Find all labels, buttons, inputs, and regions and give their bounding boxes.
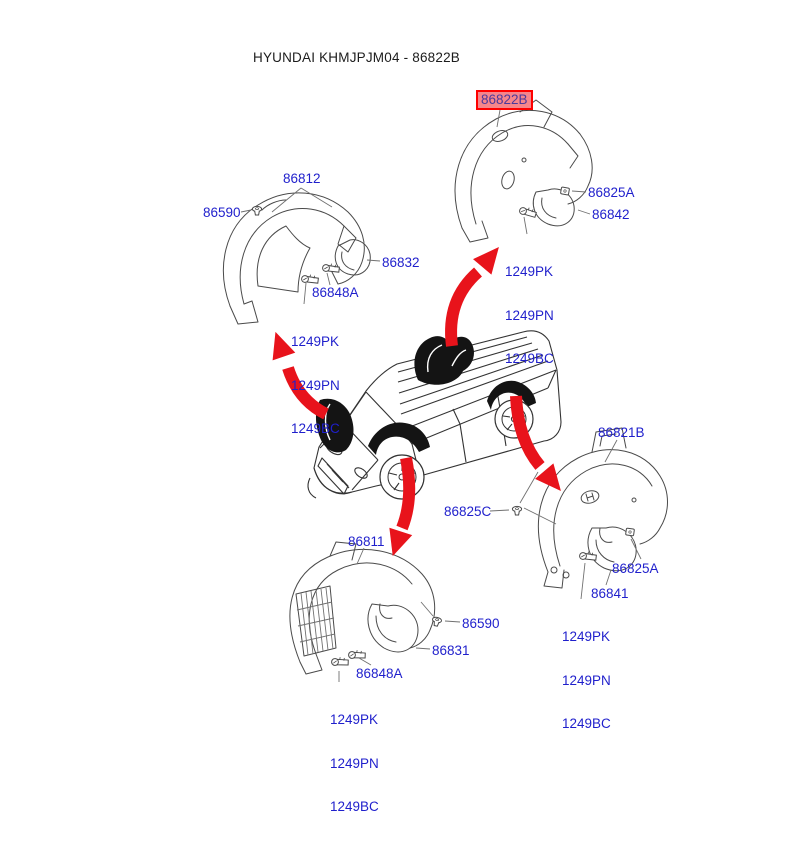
part-label-86590-bottom[interactable]: 86590	[462, 616, 500, 631]
part-label-86825a-top[interactable]: 86825A	[588, 185, 635, 200]
part-label-86842[interactable]: 86842	[592, 207, 630, 222]
clip-86825a-icon	[560, 187, 569, 195]
mudguard-86831-drawing	[368, 604, 418, 652]
part-label-86821b[interactable]: 86821B	[598, 425, 645, 440]
screw-1249-icon	[519, 204, 538, 222]
part-label-86831[interactable]: 86831	[432, 643, 470, 658]
clip-86590-icon	[252, 206, 261, 215]
diagram-title: HYUNDAI KHMJPJM04 - 86822B	[253, 50, 461, 65]
part-label-86848a-top[interactable]: 86848A	[312, 285, 359, 300]
part-label-86841[interactable]: 86841	[591, 586, 629, 601]
part-label-86825c[interactable]: 86825C	[444, 504, 492, 519]
mudguard-86832-drawing	[335, 240, 370, 275]
screw-1249-icon	[330, 652, 350, 672]
part-label-bolts-bottom-right[interactable]: 1249PK 1249PN 1249BC	[562, 629, 611, 731]
part-label-86848a-bottom[interactable]: 86848A	[356, 666, 403, 681]
screw-86848a-icon	[321, 259, 341, 278]
screw-86848a-icon	[347, 645, 367, 665]
part-label-bolts-top-right[interactable]: 1249PK 1249PN 1249BC	[505, 264, 554, 366]
arrow-to-86822b	[451, 239, 508, 346]
clip-86825c-icon	[512, 506, 521, 515]
part-label-bolts-top-left[interactable]: 1249PK 1249PN 1249BC	[291, 334, 340, 436]
part-label-86822b-selected[interactable]: 86822B	[476, 90, 533, 110]
part-label-86832[interactable]: 86832	[382, 255, 420, 270]
part-label-86811[interactable]: 86811	[348, 534, 385, 549]
part-label-86825a-bottom[interactable]: 86825A	[612, 561, 659, 576]
part-label-bolts-bottom-left[interactable]: 1249PK 1249PN 1249BC	[330, 712, 379, 814]
screw-1249-icon	[578, 547, 598, 566]
clip-86825a-icon	[626, 528, 635, 536]
part-label-86590-top[interactable]: 86590	[203, 205, 241, 220]
leader-lines-bottom-left	[339, 548, 460, 682]
part-label-86812[interactable]: 86812	[283, 171, 321, 186]
liner-86822b-drawing	[455, 100, 592, 242]
